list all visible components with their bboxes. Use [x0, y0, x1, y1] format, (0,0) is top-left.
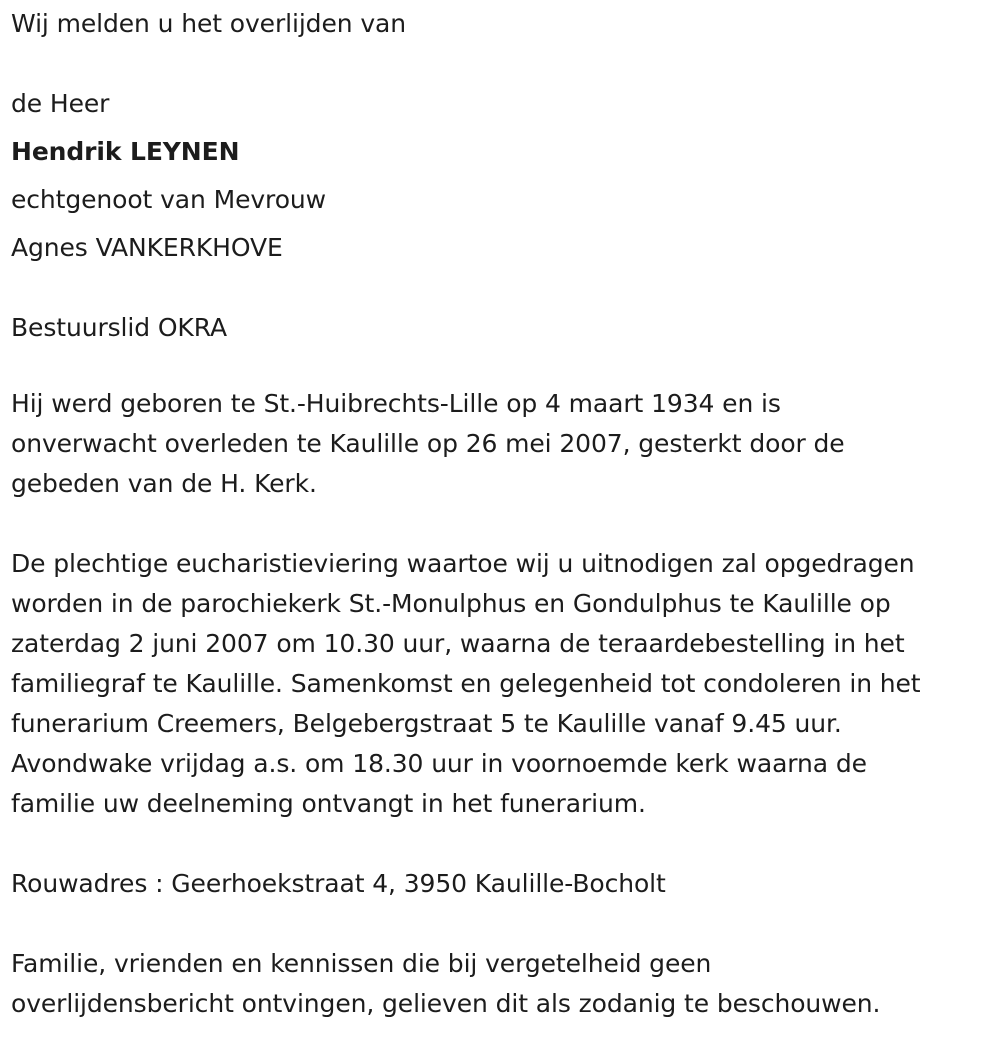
spouse-intro: echtgenoot van Mevrouw — [11, 185, 326, 214]
paragraph-line: gebeden van de H. Kerk. — [11, 469, 317, 498]
spacer — [11, 904, 996, 944]
deceased-name: Hendrik LEYNEN — [11, 137, 240, 166]
paragraph-line: worden in de parochiekerk St.-Monulphus en Gondulphus te Kaulille op — [11, 589, 891, 618]
paragraph-line: familiegraf te Kaulille. Samenkomst en gelegenheid tot condoleren in het — [11, 669, 921, 698]
paragraph-line: Hij werd geboren te St.-Huibrechts-Lille op 4 maart 1934 en is — [11, 389, 781, 418]
spacer — [11, 504, 996, 544]
paragraph-line: onverwacht overleden te Kaulille op 26 mei 2007, gesterkt door de — [11, 429, 845, 458]
mourning-address — [11, 864, 996, 904]
spacer — [11, 824, 996, 864]
paragraph-line: overlijdensbericht ontvingen, gelieven dit als zodanig te beschouwen. — [11, 989, 881, 1018]
paragraph-line: De plechtige eucharistieviering waartoe wij u uitnodigen zal opgedragen — [11, 549, 915, 578]
paragraph-line: funerarium Creemers, Belgebergstraat 5 te Kaulille vanaf 9.45 uur. — [11, 709, 842, 738]
spacer — [11, 352, 996, 384]
intro-text: Wij melden u het overlijden van — [11, 9, 406, 38]
paragraph-line: Avondwake vrijdag a.s. om 18.30 uur in voornoemde kerk waarna de — [11, 749, 867, 778]
paragraph-line: zaterdag 2 juni 2007 om 10.30 uur, waarna de teraardebestelling in het — [11, 629, 905, 658]
role-text: Bestuurslid OKRA — [11, 313, 227, 342]
spacer — [11, 48, 996, 80]
obituary-notice — [11, 0, 996, 1024]
address-line: Rouwadres : Geerhoekstraat 4, 3950 Kaulille-Bocholt — [11, 869, 666, 898]
paragraph-line: familie uw deelneming ontvangt in het funerarium. — [11, 789, 646, 818]
ceremony-paragraph — [11, 544, 996, 824]
spacer — [11, 272, 996, 304]
closing-paragraph — [11, 944, 996, 1024]
paragraph-line: Familie, vrienden en kennissen die bij vergetelheid geen — [11, 949, 712, 978]
birth-death-paragraph — [11, 384, 996, 504]
spouse-name: Agnes VANKERKHOVE — [11, 233, 283, 262]
honorific: de Heer — [11, 89, 110, 118]
